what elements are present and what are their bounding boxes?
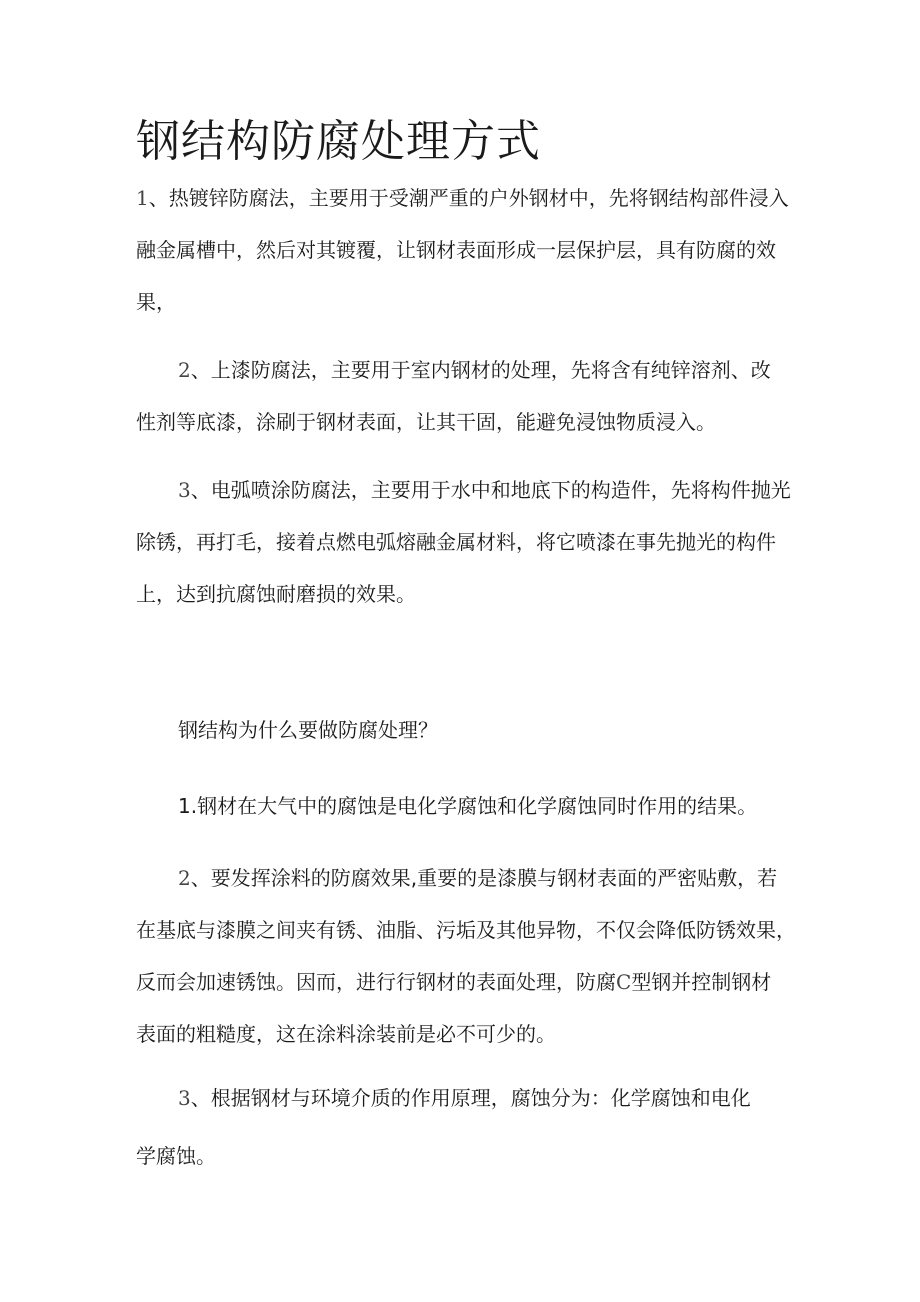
paragraph-line: 1.钢材在大气中的腐蚀是电化学腐蚀和化学腐蚀同时作用的结果。 [178, 794, 758, 818]
section-question [136, 704, 796, 756]
paragraph-line: 2、要发挥涂料的防腐效果,重要的是漆膜与钢材表面的严密贴敷，若 [178, 866, 778, 890]
reason-item-2 [136, 852, 796, 1060]
paragraph-line: 反而会加速锈蚀。因而，进行行钢材的表面处理，防腐C型钢并控制钢材 [136, 970, 772, 994]
paragraph-line: 1、热镀锌防腐法，主要用于受潮严重的户外钢材中，先将钢结构部件浸入 [136, 186, 789, 210]
paragraph-line: 表面的粗糙度，这在涂料涂装前是必不可少的。 [136, 1022, 556, 1046]
item-number: 2 [178, 358, 191, 382]
paragraph-line: 学腐蚀。 [136, 1144, 216, 1168]
item-number: 2 [178, 866, 191, 890]
paragraph-line: 除锈，再打毛，接着点燃电弧熔融金属材料，将它喷漆在事先抛光的构件 [136, 530, 776, 554]
paragraph-line: 性剂等底漆，涂刷于钢材表面，让其干固，能避免浸蚀物质浸入。 [136, 410, 716, 434]
item-number: 3 [178, 1086, 191, 1110]
question-text: 钢结构为什么要做防腐处理？ [178, 718, 438, 742]
paragraph-line: 2、上漆防腐法，主要用于室内钢材的处理，先将含有纯锌溶剂、改 [178, 358, 771, 382]
method-item-arc-spraying [136, 464, 796, 620]
paragraph-line: 在基底与漆膜之间夹有锈、油脂、污垢及其他异物，不仅会降低防锈效果， [136, 918, 796, 942]
paragraph-line: 3、根据钢材与环境介质的作用原理，腐蚀分为：化学腐蚀和电化 [178, 1086, 751, 1110]
method-item-hot-dip-galvanizing [136, 172, 796, 328]
reason-item-1 [136, 780, 796, 832]
method-item-painting [136, 344, 796, 448]
item-number: 3 [178, 478, 191, 502]
paragraph-line: 上，达到抗腐蚀耐磨损的效果。 [136, 582, 416, 606]
paragraph-line: 果， [136, 290, 176, 314]
reason-item-3 [136, 1072, 796, 1182]
paragraph-line: 3、电弧喷涂防腐法，主要用于水中和地底下的构造件，先将构件抛光 [178, 478, 791, 502]
page-title: 钢结构防腐处理方式 [136, 116, 541, 167]
steel-type-letter: C [616, 970, 632, 994]
paragraph-line: 融金属槽中，然后对其镀覆，让钢材表面形成一层保护层，具有防腐的效 [136, 238, 776, 262]
item-number: 1 [136, 186, 149, 210]
